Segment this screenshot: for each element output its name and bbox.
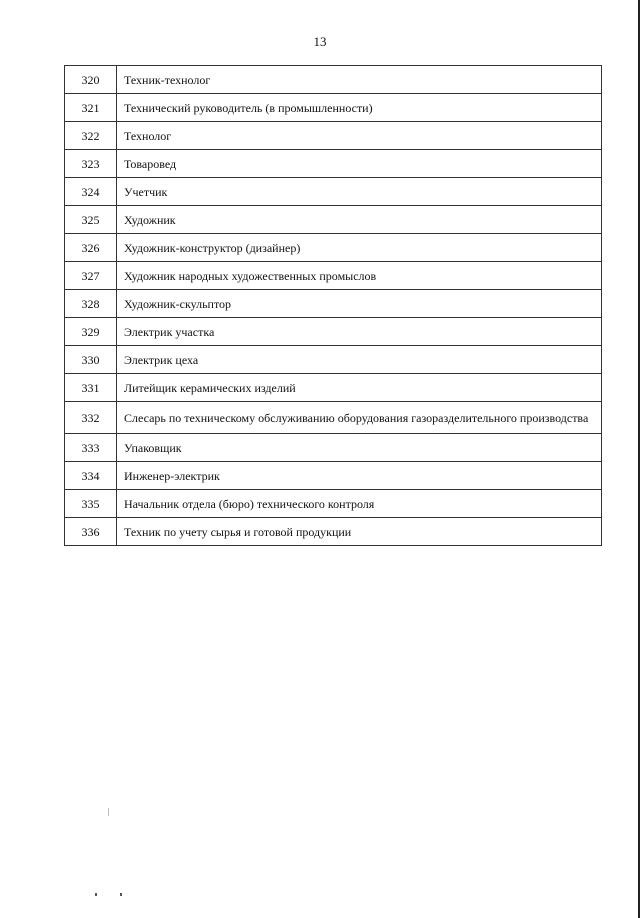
row-title: Художник-скульптор: [117, 290, 602, 318]
row-number: 330: [65, 346, 117, 374]
table-row: [65, 66, 602, 94]
scan-speck: [108, 808, 109, 816]
row-title: Упаковщик: [117, 434, 602, 462]
row-number: 322: [65, 122, 117, 150]
row-title: Художник-конструктор (дизайнер): [117, 234, 602, 262]
table-row: [65, 150, 602, 178]
scan-speck: [120, 893, 122, 896]
table-row: [65, 346, 602, 374]
row-title: Техник-технолог: [117, 66, 602, 94]
row-title: Электрик цеха: [117, 346, 602, 374]
row-number: 336: [65, 518, 117, 546]
table-row: [65, 402, 602, 434]
row-number: 325: [65, 206, 117, 234]
table-row: [65, 518, 602, 546]
row-title: Технолог: [117, 122, 602, 150]
profession-table: [64, 65, 602, 546]
row-title: Учетчик: [117, 178, 602, 206]
row-title: Слесарь по техническому обслуживанию оборудования газоразделительного производства: [117, 402, 602, 434]
table-row: [65, 318, 602, 346]
page-number: 13: [313, 34, 327, 49]
table-row: [65, 374, 602, 402]
scan-speck: [95, 893, 97, 896]
table-row: [65, 490, 602, 518]
row-number: 328: [65, 290, 117, 318]
row-title: Техник по учету сырья и готовой продукции: [117, 518, 602, 546]
row-number: 327: [65, 262, 117, 290]
row-number: 334: [65, 462, 117, 490]
table-row: [65, 234, 602, 262]
row-number: 331: [65, 374, 117, 402]
row-number: 335: [65, 490, 117, 518]
table-row: [65, 434, 602, 462]
table-row: [65, 262, 602, 290]
row-title: Художник народных художественных промыслов: [117, 262, 602, 290]
row-number: 321: [65, 94, 117, 122]
row-title: Начальник отдела (бюро) технического контроля: [117, 490, 602, 518]
row-number: 326: [65, 234, 117, 262]
row-number: 329: [65, 318, 117, 346]
table-row: [65, 290, 602, 318]
row-title: Инженер-электрик: [117, 462, 602, 490]
table-row: [65, 122, 602, 150]
row-title: Электрик участка: [117, 318, 602, 346]
row-number: 324: [65, 178, 117, 206]
row-title: Технический руководитель (в промышленности): [117, 94, 602, 122]
row-number: 333: [65, 434, 117, 462]
table-row: [65, 178, 602, 206]
row-number: 320: [65, 66, 117, 94]
table-row: [65, 206, 602, 234]
row-title: Литейщик керамических изделий: [117, 374, 602, 402]
row-title: Художник: [117, 206, 602, 234]
table-row: [65, 462, 602, 490]
row-number: 323: [65, 150, 117, 178]
table-row: [65, 94, 602, 122]
row-title: Товаровед: [117, 150, 602, 178]
row-number: 332: [65, 402, 117, 434]
